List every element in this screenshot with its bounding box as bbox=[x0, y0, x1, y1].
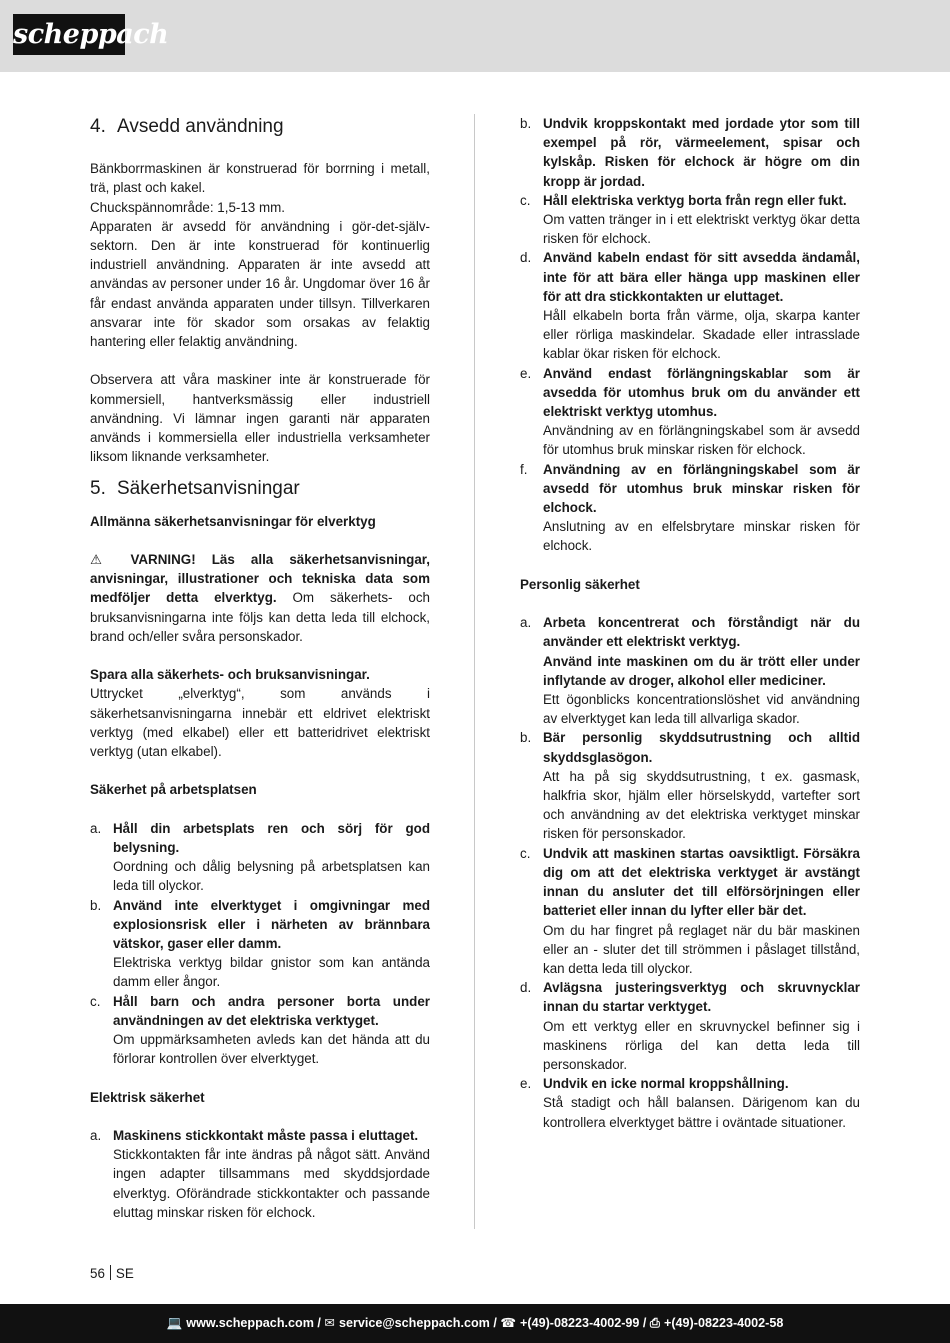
email-link[interactable]: service@scheppach.com / bbox=[338, 1316, 497, 1330]
scheppach-logo: scheppach bbox=[13, 14, 125, 55]
intended-use-paragraph: Apparaten är avsedd för användning i gör-det-själv-sektorn. Den är inte konstruerad för kontinuerlig industriell användning. Apparaten är inte avsedd att användas av personer under 16 år. Ungdomar över 16 år får endast använda apparaten under tillsyn. Tillverkaren ansvarar inte för skador som orsakas av felaktig hantering eller felaktig användning. bbox=[90, 218, 430, 350]
phone-number: +(49)-08223-4002-99 / bbox=[520, 1316, 647, 1330]
website-link[interactable]: www.scheppach.com / bbox=[186, 1316, 321, 1330]
save-instructions-text: Uttrycket „elverktyg“, som används i säkerhetsanvisningarna innebär ett eldrivet elektriskt verktyg (med elkabel) eller ett batteridrivet elektriskt verktyg (utan elkabel). bbox=[90, 686, 430, 760]
personal-safety-heading: Personlig säkerhet bbox=[520, 576, 640, 592]
phone-icon: ☎ bbox=[500, 1316, 517, 1330]
section-4-heading: 4. Avsedd användning bbox=[90, 116, 284, 137]
list-item: d. Avlägsna justeringsverktyg och skruvnycklar innan du startar verktyget. Om ett verktyg eller en skruvnyckel befinner sig i maskinens rörliga del kan detta leda till personskador. bbox=[520, 980, 860, 1072]
list-item: d. Använd kabeln endast för sitt avsedda ändamål, inte för att bära eller hänga upp maskinen eller för att dra stickkontakten ur eluttaget. Håll elkabeln borta från värme, olja, skarpa kanter eller rörliga maskindelar. Skadade eller intrasslade kablar ökar risken för elchock. bbox=[520, 250, 860, 362]
list-item: a. Maskinens stickkontakt måste passa i eluttaget. Stickkontakten får inte ändras på något sätt. Använd ingen adapter tillsammans med skyddsjordade elverktyg. Oförändrade stickkontakter och passande eluttag minskar risken för elchock. bbox=[90, 1128, 430, 1220]
right-column bbox=[520, 114, 860, 1132]
intended-use-paragraph: Bänkborrmaskinen är konstruerad för borrning i metall, trä, plast och kakel. bbox=[90, 161, 430, 196]
warning-text: Om säkerhets- och bruksanvisningarna inte följs kan detta leda till elchock, brand och/eller svåra personskador. bbox=[90, 590, 430, 644]
left-column bbox=[90, 114, 430, 1222]
list-item: c. Håll elektriska verktyg borta från regn eller fukt. Om vatten tränger in i ett elektriskt verktyg ökar detta risken för elchock. bbox=[520, 192, 860, 247]
fax-number: +(49)-08223-4002-58 bbox=[664, 1316, 784, 1330]
fax-icon: ⎙ bbox=[649, 1316, 660, 1330]
mail-icon: ✉ bbox=[324, 1316, 335, 1330]
general-safety-heading: Allmänna säkerhetsanvisningar för elverktyg bbox=[90, 513, 376, 529]
warning-paragraph bbox=[90, 550, 430, 646]
column-divider bbox=[474, 114, 475, 1229]
list-item: b. Använd inte elverktyget i omgivningar med explosionsrisk eller i närheten av brännbara vätskor, gaser eller damm. Elektriska verktyg bildar gnistor som kan antända damm eller ångor. bbox=[90, 897, 430, 990]
contact-bar bbox=[0, 1304, 950, 1343]
list-item: b. Undvik kroppskontakt med jordade ytor som till exempel på rör, värmeelement, spisar och kylskåp. Risken för elchock är högre om din kropp är jordad. bbox=[520, 116, 860, 189]
header-bar bbox=[0, 0, 950, 72]
list-item: a. Arbeta koncentrerat och förståndigt när du använder ett elektriskt verktyg. Använd inte maskinen om du är trött eller under inflytande av droger, alkohol eller mediciner. Ett ögonblicks koncentrationslöshet vid användning av elverktyget kan leda till allvarliga skador. bbox=[520, 615, 860, 727]
warning-bold: ⚠ VARNING! Läs alla säkerhetsanvisningar, anvisningar, illustrationer och tekniska data som medföljer detta elverktyg. bbox=[90, 552, 430, 606]
list-item: b. Bär personlig skyddsutrustning och alltid skyddsglasögon. Att ha på sig skyddsutrustning, t ex. gasmask, halkfria skor, hjälm eller hörselskydd, vartefter sort och användning av det elektriska verktyget minskar risken för personskador. bbox=[520, 730, 860, 842]
save-instructions-bold: Spara alla säkerhets- och bruksanvisningar. bbox=[90, 667, 370, 683]
list-item: c. Undvik att maskinen startas oavsiktligt. Försäkra dig om att det elektriska verktyget är avstängt innan du ansluter det till elförsörjningen eller batteriet eller innan du lyfter eller bär det. Om du har fingret på reglaget när du bär maskinen eller an - sluter det till strömmen i påslaget tillstånd, kan detta leda till olyckor. bbox=[520, 845, 860, 976]
section-5-heading: 5. Säkerhetsanvisningar bbox=[90, 478, 300, 500]
electrical-safety-heading: Elektrisk säkerhet bbox=[90, 1089, 205, 1105]
list-item: a. Håll din arbetsplats ren och sörj för god belysning. Oordning och dålig belysning på arbetsplatsen kan leda till olyckor. bbox=[90, 820, 430, 894]
list-item: c. Håll barn och andra personer borta under användningen av det elektriska verktyget. Om uppmärksamheten avleds kan det hända att du förlorar kontrollen över elverktyget. bbox=[90, 993, 430, 1067]
workplace-safety-heading: Säkerhet på arbetsplatsen bbox=[90, 782, 257, 798]
computer-icon: 💻 bbox=[166, 1316, 183, 1330]
list-item: e. Använd endast förlängningskablar som är avsedda för utomhus bruk om du använder ett elektriskt verktyg utomhus. Användning av en förlängningskabel som är avsedd för utomhus bruk minskar risken för elchock. bbox=[520, 365, 860, 458]
chuck-range: Chuckspännområde: 1,5-13 mm. bbox=[90, 199, 286, 215]
list-item: f. Användning av en förlängningskabel som är avsedd för utomhus bruk minskar risken för elchock. Anslutning av en elfelsbrytare minskar risken för elchock. bbox=[520, 461, 860, 554]
list-item: e. Undvik en icke normal kroppshållning. Stå stadigt och håll balansen. Därigenom kan du kontrollera elverktyget bättre i oväntade situationer. bbox=[520, 1076, 860, 1130]
commercial-use-paragraph: Observera att våra maskiner inte är konstruerade för kommersiell, hantverksmässig eller industriell användning. Vi lämnar ingen garanti när apparaten används i kommersiella eller industriella verksamheter liksom liknande verksamheter. bbox=[90, 372, 430, 465]
page-number: 56 SE bbox=[90, 1266, 134, 1281]
